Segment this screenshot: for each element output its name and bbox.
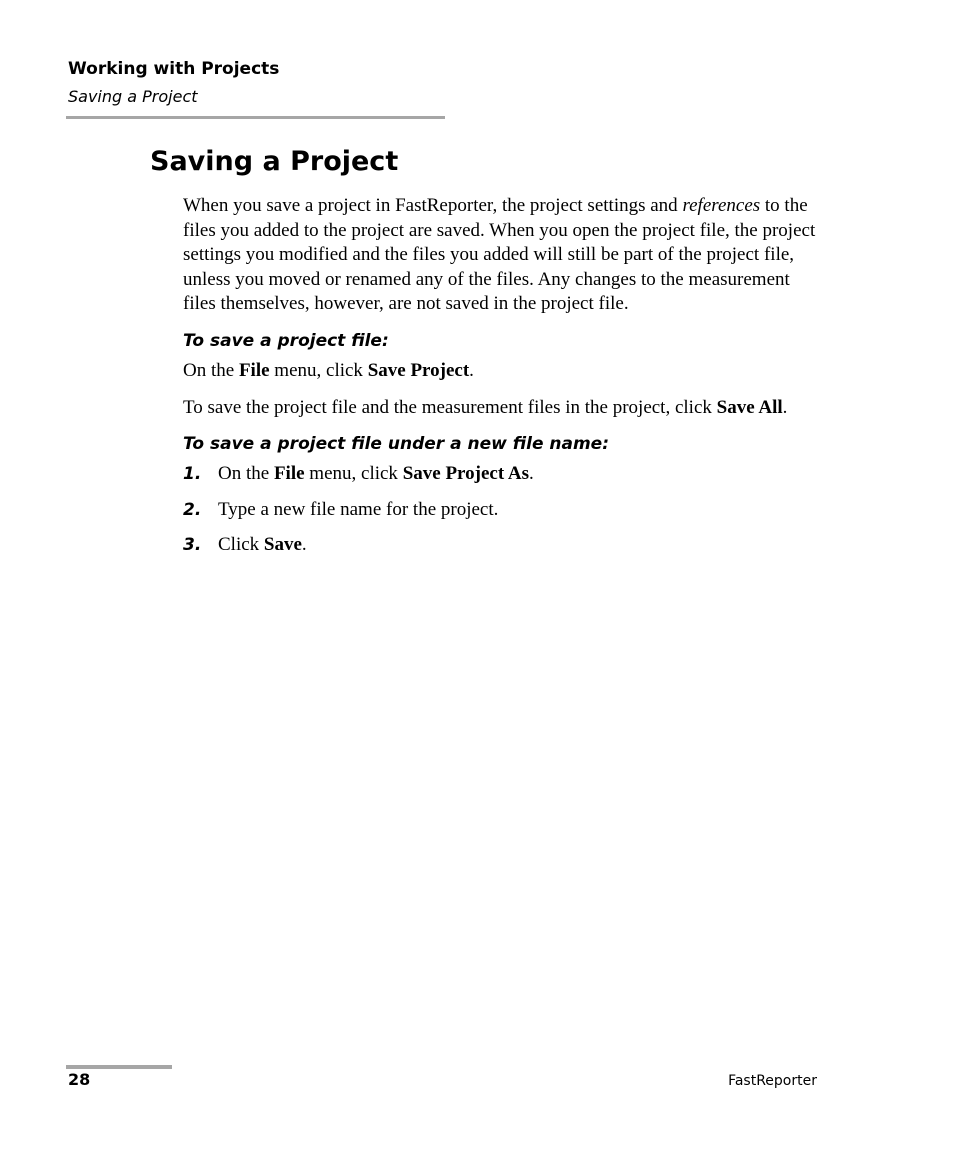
command-save-project: Save Project	[367, 359, 470, 381]
command-save: Save	[263, 534, 302, 556]
page-content	[183, 194, 823, 558]
page-title: Saving a Project	[150, 146, 399, 177]
chapter-title: Working with Projects	[68, 59, 280, 79]
footer-divider	[66, 1065, 172, 1069]
instruction-save-project: On the File menu, click Save Project.	[183, 359, 474, 381]
menu-file: File	[238, 359, 270, 381]
command-save-project-as: Save Project As	[402, 463, 529, 485]
step-1: 1. On the File menu, click Save Project As.	[183, 462, 823, 487]
menu-file: File	[273, 463, 305, 485]
procedure-title-save: To save a project file:	[183, 330, 389, 351]
procedure-title-save-as: To save a project file under a new file name:	[183, 434, 610, 455]
step-number: 3.	[183, 535, 202, 556]
command-save-all: Save All	[716, 396, 783, 418]
section-title: Saving a Project	[68, 87, 198, 106]
step-number: 1.	[183, 464, 202, 485]
step-2: 2. Type a new file name for the project.	[183, 498, 823, 523]
instruction-save-all: To save the project file and the measurement files in the project, click Save All.	[183, 396, 788, 418]
step-3: 3. Click Save.	[183, 533, 823, 558]
page-number: 28	[68, 1070, 91, 1089]
header-divider	[66, 116, 445, 119]
emphasis-references: references	[682, 195, 761, 216]
running-header	[68, 58, 448, 108]
product-name: FastReporter	[728, 1073, 817, 1089]
step-number: 2.	[183, 499, 202, 520]
intro-paragraph: When you save a project in FastReporter, the project settings and references to the files you added to the project are saved. When you open the project file, the project settings you modified and the files you added will still be part of the project file, unless you moved or renamed any of the files. Any changes to the measurement files themselves, however, are not saved in the project file.	[183, 195, 816, 315]
